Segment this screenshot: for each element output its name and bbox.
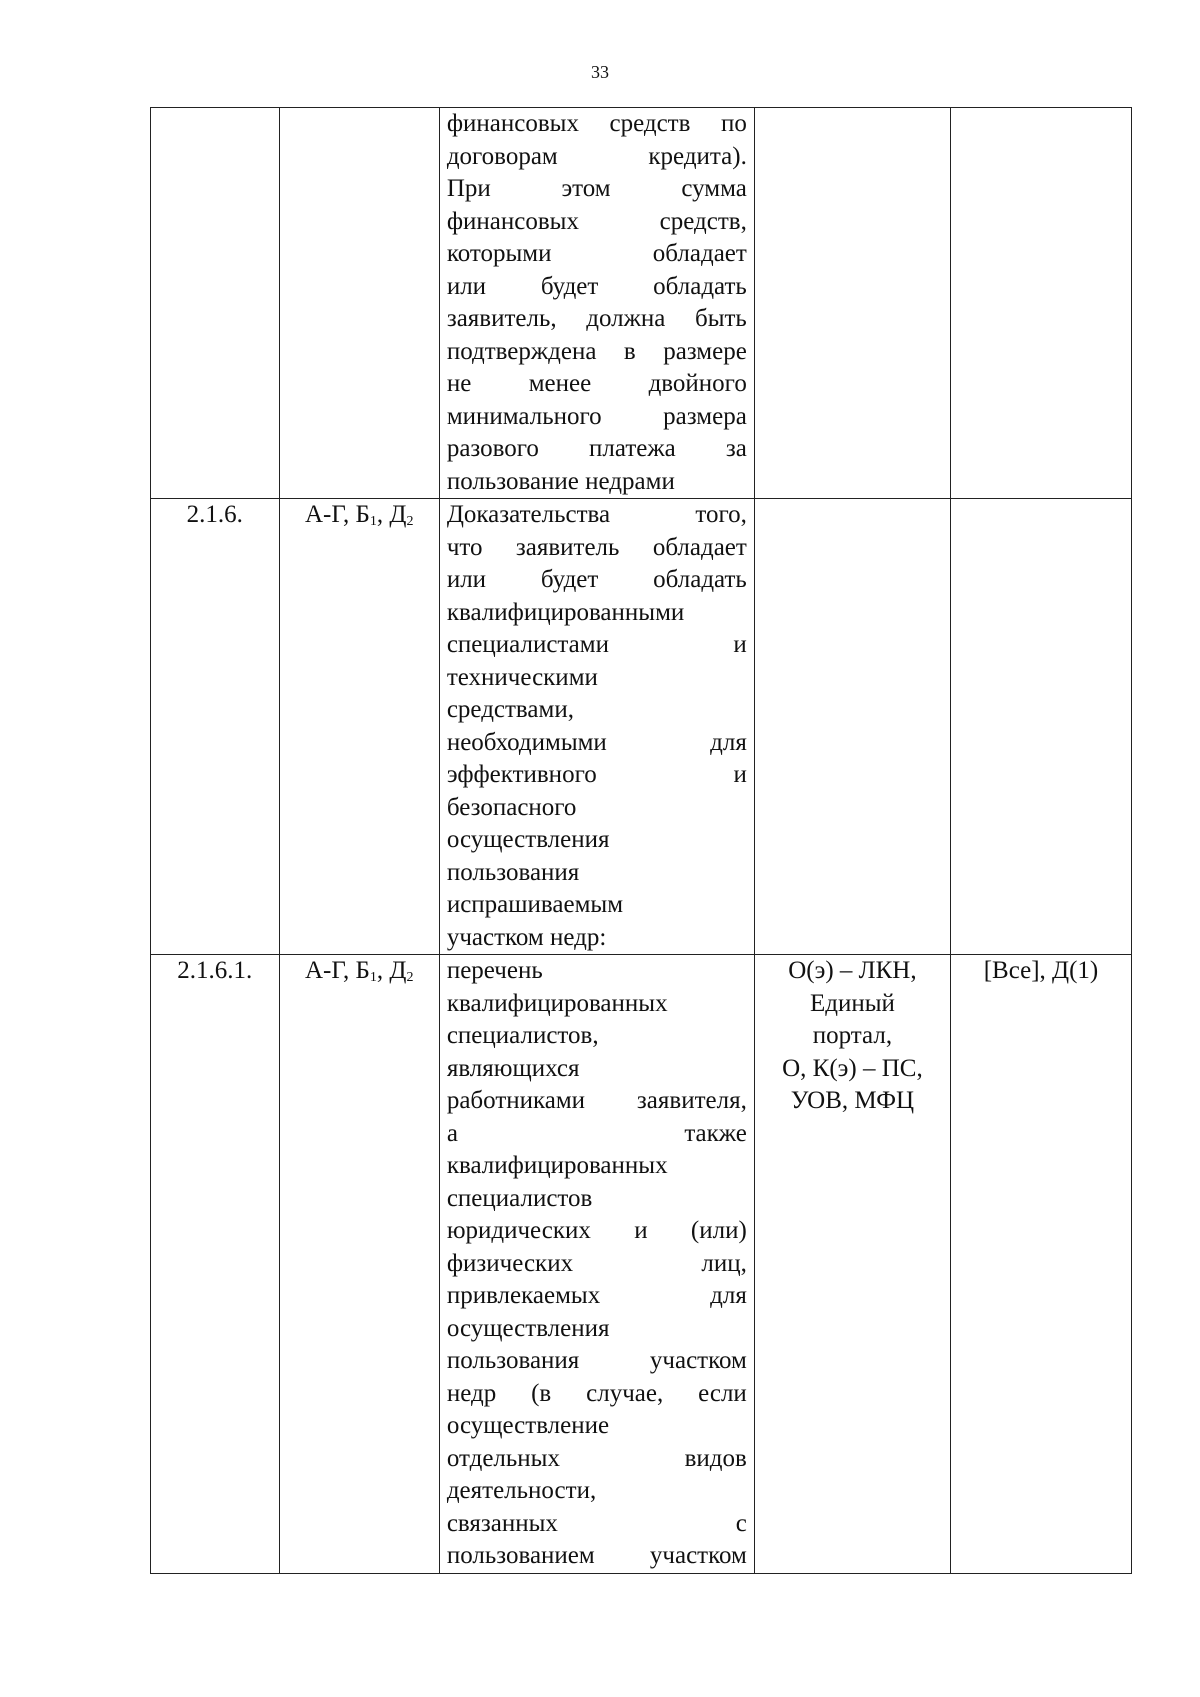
- description-line: безопасного: [446, 793, 577, 821]
- description-line: физических лиц,: [446, 1249, 747, 1277]
- description-line: квалифицированных: [446, 989, 668, 1017]
- description-line: договорам кредита).: [446, 142, 747, 170]
- recipient-cell: [Все], Д(1): [951, 955, 1132, 1574]
- table-row: [151, 499, 1132, 955]
- description-line: разового платежа за: [446, 435, 747, 462]
- description-line: эффективного и: [446, 761, 747, 788]
- requirement-description-cell: [439, 499, 754, 955]
- table-row: [151, 108, 1132, 499]
- description-line: привлекаемых для: [446, 1282, 747, 1309]
- description-line: что заявитель обладает: [446, 533, 747, 561]
- submission-form-line: Единый: [809, 989, 895, 1017]
- description-line: техническими: [446, 663, 598, 691]
- table-row: [151, 955, 1132, 1574]
- category-subscript: 2: [406, 514, 414, 529]
- requirement-description-cell: [439, 108, 754, 499]
- description-line: Доказательства того,: [446, 501, 747, 528]
- category-text: А-Г, Б: [305, 957, 370, 984]
- category-text: , Д: [376, 957, 407, 984]
- description-line: подтверждена в размере: [446, 337, 747, 365]
- description-line: перечень: [446, 957, 543, 984]
- description-line: являющихся: [446, 1054, 580, 1082]
- description-line: отдельных видов: [446, 1444, 747, 1472]
- description-line: При этом сумма: [446, 175, 747, 202]
- submission-form-line: О, К(э) – ПС,: [782, 1054, 923, 1082]
- submission-form-cell: [754, 955, 950, 1574]
- description-line: осуществления: [446, 826, 610, 853]
- description-line: юридических и (или): [446, 1217, 747, 1244]
- description-line: испрашиваемым: [446, 891, 624, 918]
- description-line: недр (в случае, если: [446, 1379, 747, 1407]
- description-line: заявитель, должна быть: [446, 305, 747, 332]
- description-line: не менее двойного: [446, 370, 747, 397]
- item-number-cell: [151, 108, 280, 499]
- description-line: специалистами и: [446, 631, 747, 658]
- description-line: пользования: [446, 858, 580, 886]
- page-number: 33: [591, 62, 609, 82]
- description-line: квалифицированных: [446, 1152, 668, 1179]
- description-line: минимального размера: [446, 402, 747, 430]
- description-line: финансовых средств по: [446, 110, 747, 137]
- recipient-cell: [951, 499, 1132, 955]
- description-line: специалистов: [446, 1184, 593, 1212]
- applicant-category-cell: [279, 108, 439, 499]
- description-line: пользованием участком: [446, 1542, 747, 1569]
- description-line: квалифицированными: [446, 598, 685, 626]
- description-line: осуществление: [446, 1412, 610, 1439]
- category-subscript: 1: [369, 514, 377, 529]
- item-number-cell: 2.1.6.1.: [151, 955, 280, 1574]
- description-line: деятельности,: [446, 1477, 597, 1504]
- submission-form-line: О(э) – ЛКН,: [788, 957, 917, 984]
- recipient-cell: [951, 108, 1132, 499]
- category-text: , Д: [376, 501, 407, 528]
- description-line: специалистов,: [446, 1022, 599, 1049]
- description-line: связанных с: [446, 1509, 747, 1537]
- submission-form-line: портал,: [812, 1022, 893, 1049]
- requirements-table: [150, 107, 1132, 1574]
- description-line: пользования участком: [446, 1347, 747, 1374]
- description-line: участком недр:: [446, 923, 607, 951]
- category-subscript: 2: [406, 970, 414, 985]
- requirement-description-cell: [439, 955, 754, 1574]
- description-line: пользование недрами: [446, 467, 675, 495]
- applicant-category-cell: [279, 955, 439, 1574]
- description-line: или будет обладать: [446, 272, 747, 300]
- submission-form-cell: [754, 499, 950, 955]
- category-text: А-Г, Б: [305, 501, 370, 528]
- description-line: необходимыми для: [446, 728, 747, 756]
- submission-form-cell: [754, 108, 950, 499]
- item-number-cell: 2.1.6.: [151, 499, 280, 955]
- description-line: осуществления: [446, 1314, 610, 1342]
- description-line: а также: [446, 1119, 747, 1147]
- submission-form-line: УОВ, МФЦ: [790, 1087, 915, 1114]
- description-line: работниками заявителя,: [446, 1087, 747, 1114]
- applicant-category-cell: [279, 499, 439, 955]
- table-body: [151, 108, 1132, 1574]
- description-line: или будет обладать: [446, 566, 747, 593]
- category-subscript: 1: [369, 970, 377, 985]
- description-line: финансовых средств,: [446, 207, 747, 235]
- description-line: которыми обладает: [446, 240, 747, 267]
- description-line: средствами,: [446, 696, 574, 723]
